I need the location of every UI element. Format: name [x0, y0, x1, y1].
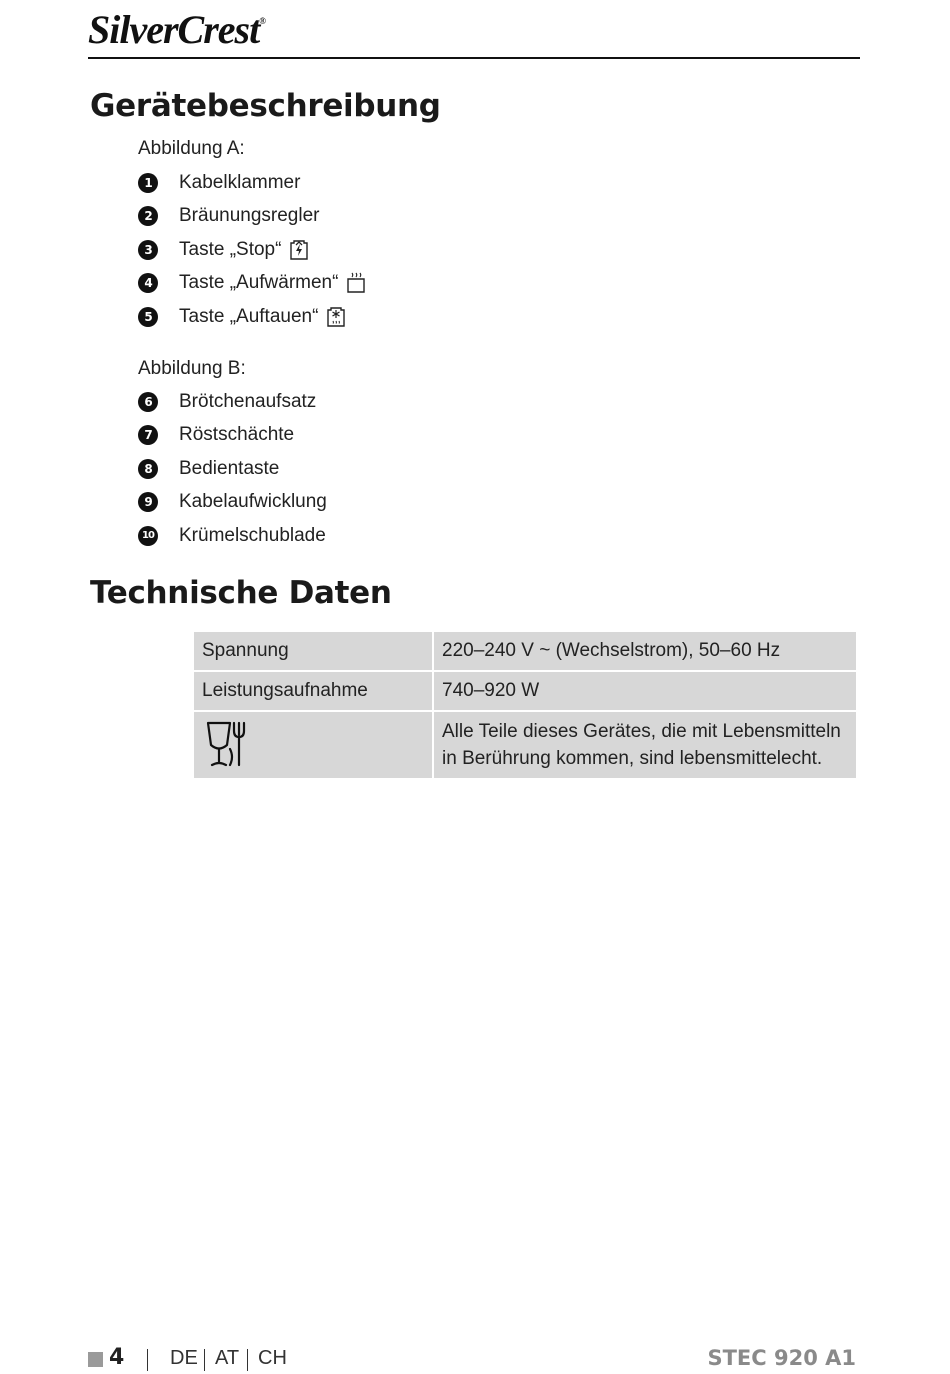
number-badge: 5	[138, 307, 158, 327]
footer-divider	[147, 1349, 148, 1371]
part-name: Brötchenaufsatz	[179, 390, 317, 412]
section-title-technical-data: Technische Daten	[90, 575, 392, 611]
brand-logo	[88, 6, 265, 53]
part-name: Taste „Aufwärmen“	[179, 272, 339, 294]
part-name: Röstschächte	[179, 424, 295, 446]
warm-up-button-icon	[344, 271, 368, 295]
number-badge: 8	[138, 459, 158, 479]
footer-divider	[204, 1349, 205, 1371]
list-item	[138, 452, 327, 486]
list-item	[138, 200, 368, 234]
footer-square-marker	[88, 1352, 103, 1367]
figure-b-parts-list	[138, 385, 327, 553]
number-badge: 3	[138, 240, 158, 260]
header-rule	[88, 57, 860, 59]
spec-icon-cell	[194, 712, 434, 778]
figure-b-label: Abbildung B:	[138, 358, 246, 379]
figure-a-label: Abbildung A:	[138, 138, 245, 159]
part-name: Kabelklammer	[179, 171, 301, 193]
language-code: AT	[215, 1347, 240, 1369]
language-code: DE	[170, 1347, 198, 1369]
technical-data-table	[194, 630, 856, 780]
footer-divider	[247, 1349, 248, 1371]
defrost-button-icon	[324, 305, 348, 329]
model-number: STEC 920 A1	[707, 1346, 856, 1370]
stop-button-icon	[287, 238, 311, 262]
registered-mark: ®	[259, 16, 265, 26]
list-item	[138, 519, 327, 553]
figure-a-parts-list	[138, 166, 368, 334]
number-badge: 4	[138, 273, 158, 293]
list-item	[138, 385, 327, 419]
number-badge: 2	[138, 206, 158, 226]
number-badge: 6	[138, 392, 158, 412]
part-name: Bedientaste	[179, 457, 280, 479]
spec-value: 220–240 V ~ (Wechselstrom), 50–60 Hz	[434, 632, 856, 670]
spec-label: Spannung	[194, 632, 434, 670]
table-row	[194, 632, 856, 670]
part-name: Bräunungsregler	[179, 205, 320, 227]
food-safe-glass-fork-icon	[204, 719, 252, 771]
section-title-device-description: Gerätebeschreibung	[90, 88, 441, 124]
part-name: Taste „Stop“	[179, 238, 282, 260]
spec-value: Alle Teile dieses Gerätes, die mit Lebensmitteln in Berührung kommen, sind lebensmittelecht.	[434, 712, 856, 778]
list-item	[138, 267, 368, 301]
number-badge: 10	[138, 526, 158, 546]
list-item	[138, 419, 327, 453]
table-row	[194, 712, 856, 778]
part-name: Krümelschublade	[179, 524, 326, 546]
number-badge: 7	[138, 425, 158, 445]
list-item	[138, 486, 327, 520]
language-code: CH	[258, 1347, 287, 1369]
part-name: Kabelaufwicklung	[179, 491, 327, 513]
part-name: Taste „Auftauen“	[179, 305, 319, 327]
spec-value: 740–920 W	[434, 672, 856, 710]
number-badge: 9	[138, 492, 158, 512]
brand-name: SilverCrest	[88, 7, 260, 52]
spec-label: Leistungsaufnahme	[194, 672, 434, 710]
list-item	[138, 233, 368, 267]
list-item	[138, 300, 368, 334]
number-badge: 1	[138, 173, 158, 193]
list-item	[138, 166, 368, 200]
page-number: 4	[109, 1345, 125, 1370]
table-row	[194, 672, 856, 710]
